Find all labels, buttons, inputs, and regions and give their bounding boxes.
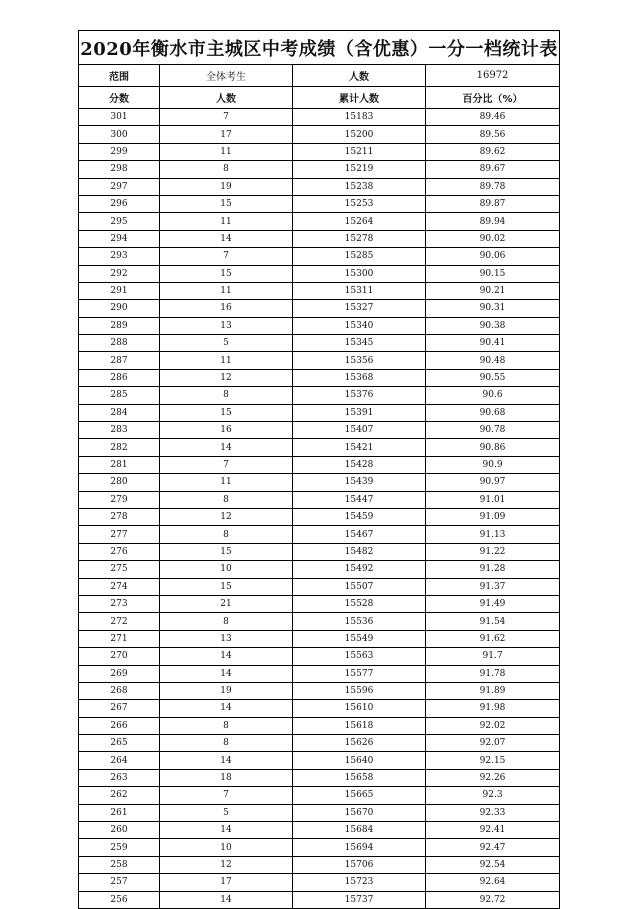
cell-percent: 92.07 [426,735,560,752]
table-body [79,109,560,909]
table-row [79,595,560,612]
table-row [79,404,560,421]
cell-cumulative: 15264 [293,213,426,230]
cell-count: 19 [160,178,293,195]
cell-score: 301 [79,109,160,126]
cell-cumulative: 15421 [293,439,426,456]
cell-percent: 91.49 [426,595,560,612]
table-row [79,282,560,299]
cell-cumulative: 15618 [293,717,426,734]
cell-count: 13 [160,317,293,334]
cell-score: 266 [79,717,160,734]
cell-percent: 90.55 [426,369,560,386]
cell-score: 267 [79,700,160,717]
table-row [79,248,560,265]
cell-count: 17 [160,126,293,143]
table-row [79,752,560,769]
column-header-cumulative: 累计人数 [293,87,426,109]
cell-count: 14 [160,700,293,717]
cell-score: 268 [79,682,160,699]
cell-cumulative: 15439 [293,474,426,491]
cell-percent: 90.31 [426,300,560,317]
cell-cumulative: 15670 [293,804,426,821]
cell-cumulative: 15219 [293,161,426,178]
cell-count: 11 [160,143,293,160]
cell-cumulative: 15238 [293,178,426,195]
cell-score: 296 [79,195,160,212]
cell-percent: 89.67 [426,161,560,178]
cell-percent: 90.9 [426,456,560,473]
title-row [79,31,560,65]
cell-percent: 90.6 [426,387,560,404]
cell-cumulative: 15737 [293,891,426,908]
cell-percent: 90.06 [426,248,560,265]
cell-percent: 92.72 [426,891,560,908]
cell-score: 274 [79,578,160,595]
column-header-count: 人数 [160,87,293,109]
table-row [79,317,560,334]
table-row [79,787,560,804]
cell-percent: 91.28 [426,561,560,578]
cell-score: 258 [79,856,160,873]
table-row [79,648,560,665]
table-row [79,735,560,752]
cell-score: 294 [79,230,160,247]
cell-score: 288 [79,335,160,352]
cell-cumulative: 15253 [293,195,426,212]
cell-percent: 91.37 [426,578,560,595]
cell-count: 12 [160,508,293,525]
cell-score: 265 [79,735,160,752]
table-row [79,109,560,126]
meta-row [79,65,560,87]
cell-percent: 92.64 [426,874,560,891]
cell-percent: 91.01 [426,491,560,508]
cell-count: 19 [160,682,293,699]
cell-count: 7 [160,787,293,804]
cell-count: 11 [160,213,293,230]
cell-percent: 90.48 [426,352,560,369]
cell-cumulative: 15610 [293,700,426,717]
cell-cumulative: 15428 [293,456,426,473]
cell-percent: 90.41 [426,335,560,352]
table-row [79,508,560,525]
cell-cumulative: 15200 [293,126,426,143]
cell-count: 13 [160,630,293,647]
cell-count: 11 [160,474,293,491]
cell-percent: 89.87 [426,195,560,212]
cell-count: 8 [160,387,293,404]
cell-percent: 90.21 [426,282,560,299]
cell-cumulative: 15285 [293,248,426,265]
cell-percent: 89.56 [426,126,560,143]
table-row [79,352,560,369]
cell-percent: 90.15 [426,265,560,282]
cell-score: 298 [79,161,160,178]
cell-count: 14 [160,891,293,908]
cell-count: 12 [160,856,293,873]
table-row [79,422,560,439]
cell-percent: 91.7 [426,648,560,665]
cell-count: 8 [160,735,293,752]
table-row [79,439,560,456]
cell-count: 14 [160,439,293,456]
cell-cumulative: 15340 [293,317,426,334]
cell-percent: 90.02 [426,230,560,247]
table-row [79,178,560,195]
cell-cumulative: 15563 [293,648,426,665]
cell-cumulative: 15665 [293,787,426,804]
table-row [79,822,560,839]
cell-cumulative: 15482 [293,543,426,560]
cell-percent: 91.13 [426,526,560,543]
table-row [79,804,560,821]
cell-percent: 90.86 [426,439,560,456]
cell-score: 299 [79,143,160,160]
cell-cumulative: 15345 [293,335,426,352]
table-row [79,126,560,143]
cell-count: 21 [160,595,293,612]
cell-score: 270 [79,648,160,665]
cell-count: 8 [160,613,293,630]
cell-cumulative: 15467 [293,526,426,543]
cell-score: 292 [79,265,160,282]
cell-cumulative: 15407 [293,422,426,439]
cell-percent: 89.62 [426,143,560,160]
count-value: 16972 [426,65,560,87]
cell-percent: 90.97 [426,474,560,491]
cell-score: 261 [79,804,160,821]
cell-cumulative: 15507 [293,578,426,595]
cell-percent: 92.26 [426,769,560,786]
table-row [79,369,560,386]
cell-score: 300 [79,126,160,143]
cell-cumulative: 15658 [293,769,426,786]
cell-cumulative: 15459 [293,508,426,525]
table-row [79,874,560,891]
cell-count: 10 [160,839,293,856]
table-row [79,630,560,647]
cell-score: 280 [79,474,160,491]
cell-score: 259 [79,839,160,856]
cell-count: 18 [160,769,293,786]
table-row [79,474,560,491]
cell-count: 15 [160,265,293,282]
cell-percent: 89.94 [426,213,560,230]
cell-percent: 92.15 [426,752,560,769]
cell-score: 283 [79,422,160,439]
cell-score: 287 [79,352,160,369]
cell-score: 260 [79,822,160,839]
cell-score: 271 [79,630,160,647]
cell-score: 276 [79,543,160,560]
cell-count: 7 [160,248,293,265]
table-row [79,195,560,212]
cell-count: 7 [160,109,293,126]
cell-score: 297 [79,178,160,195]
cell-score: 293 [79,248,160,265]
cell-score: 273 [79,595,160,612]
table-row [79,143,560,160]
cell-cumulative: 15626 [293,735,426,752]
table-row [79,891,560,908]
cell-count: 15 [160,578,293,595]
table-row [79,682,560,699]
table-row [79,491,560,508]
cell-count: 11 [160,282,293,299]
cell-percent: 91.89 [426,682,560,699]
cell-percent: 91.78 [426,665,560,682]
cell-percent: 91.98 [426,700,560,717]
cell-cumulative: 15300 [293,265,426,282]
cell-count: 8 [160,491,293,508]
cell-count: 8 [160,717,293,734]
cell-score: 256 [79,891,160,908]
table-row [79,613,560,630]
cell-percent: 92.47 [426,839,560,856]
cell-count: 14 [160,665,293,682]
table-row [79,769,560,786]
table-row [79,456,560,473]
column-header-score: 分数 [79,87,160,109]
cell-count: 8 [160,161,293,178]
cell-cumulative: 15311 [293,282,426,299]
score-distribution-table [78,30,560,909]
cell-score: 282 [79,439,160,456]
cell-score: 262 [79,787,160,804]
cell-percent: 91.62 [426,630,560,647]
cell-cumulative: 15706 [293,856,426,873]
range-label: 范围 [79,65,160,87]
cell-cumulative: 15596 [293,682,426,699]
cell-percent: 90.78 [426,422,560,439]
cell-percent: 91.22 [426,543,560,560]
table-row [79,856,560,873]
cell-count: 16 [160,300,293,317]
cell-score: 264 [79,752,160,769]
cell-count: 7 [160,456,293,473]
cell-score: 257 [79,874,160,891]
cell-count: 11 [160,352,293,369]
cell-score: 290 [79,300,160,317]
cell-score: 275 [79,561,160,578]
cell-score: 286 [79,369,160,386]
cell-percent: 90.68 [426,404,560,421]
cell-score: 277 [79,526,160,543]
table-row [79,387,560,404]
cell-score: 263 [79,769,160,786]
cell-cumulative: 15183 [293,109,426,126]
table-title: 2020年衡水市主城区中考成绩（含优惠）一分一档统计表 [79,31,560,65]
cell-count: 15 [160,404,293,421]
cell-percent: 92.02 [426,717,560,734]
table-row [79,230,560,247]
cell-cumulative: 15447 [293,491,426,508]
cell-percent: 92.33 [426,804,560,821]
cell-score: 289 [79,317,160,334]
cell-count: 5 [160,804,293,821]
table-row [79,543,560,560]
cell-count: 17 [160,874,293,891]
cell-cumulative: 15577 [293,665,426,682]
cell-percent: 90.38 [426,317,560,334]
cell-count: 14 [160,230,293,247]
cell-score: 284 [79,404,160,421]
table-row [79,300,560,317]
table-row [79,561,560,578]
cell-cumulative: 15211 [293,143,426,160]
cell-cumulative: 15356 [293,352,426,369]
column-header-row [79,87,560,109]
table-row [79,578,560,595]
cell-score: 269 [79,665,160,682]
cell-percent: 89.78 [426,178,560,195]
cell-count: 5 [160,335,293,352]
cell-score: 295 [79,213,160,230]
table-row [79,665,560,682]
table-row [79,700,560,717]
cell-cumulative: 15327 [293,300,426,317]
table-row [79,213,560,230]
cell-score: 278 [79,508,160,525]
range-value: 全体考生 [160,65,293,87]
cell-percent: 92.54 [426,856,560,873]
cell-cumulative: 15536 [293,613,426,630]
cell-count: 15 [160,195,293,212]
cell-percent: 91.54 [426,613,560,630]
table-row [79,335,560,352]
table-row [79,526,560,543]
cell-cumulative: 15376 [293,387,426,404]
cell-cumulative: 15694 [293,839,426,856]
cell-count: 14 [160,822,293,839]
cell-percent: 91.09 [426,508,560,525]
cell-count: 10 [160,561,293,578]
cell-count: 14 [160,648,293,665]
cell-score: 279 [79,491,160,508]
cell-score: 291 [79,282,160,299]
cell-score: 285 [79,387,160,404]
cell-score: 281 [79,456,160,473]
table-row [79,265,560,282]
column-header-percent: 百分比（%） [426,87,560,109]
cell-cumulative: 15528 [293,595,426,612]
cell-cumulative: 15391 [293,404,426,421]
cell-percent: 92.41 [426,822,560,839]
cell-cumulative: 15278 [293,230,426,247]
cell-count: 15 [160,543,293,560]
cell-cumulative: 15684 [293,822,426,839]
cell-cumulative: 15492 [293,561,426,578]
count-label: 人数 [293,65,426,87]
cell-cumulative: 15640 [293,752,426,769]
cell-count: 12 [160,369,293,386]
cell-cumulative: 15368 [293,369,426,386]
cell-count: 16 [160,422,293,439]
cell-count: 14 [160,752,293,769]
cell-percent: 92.3 [426,787,560,804]
cell-percent: 89.46 [426,109,560,126]
table-row [79,161,560,178]
table-row [79,717,560,734]
cell-score: 272 [79,613,160,630]
cell-count: 8 [160,526,293,543]
cell-cumulative: 15723 [293,874,426,891]
cell-cumulative: 15549 [293,630,426,647]
table-row [79,839,560,856]
